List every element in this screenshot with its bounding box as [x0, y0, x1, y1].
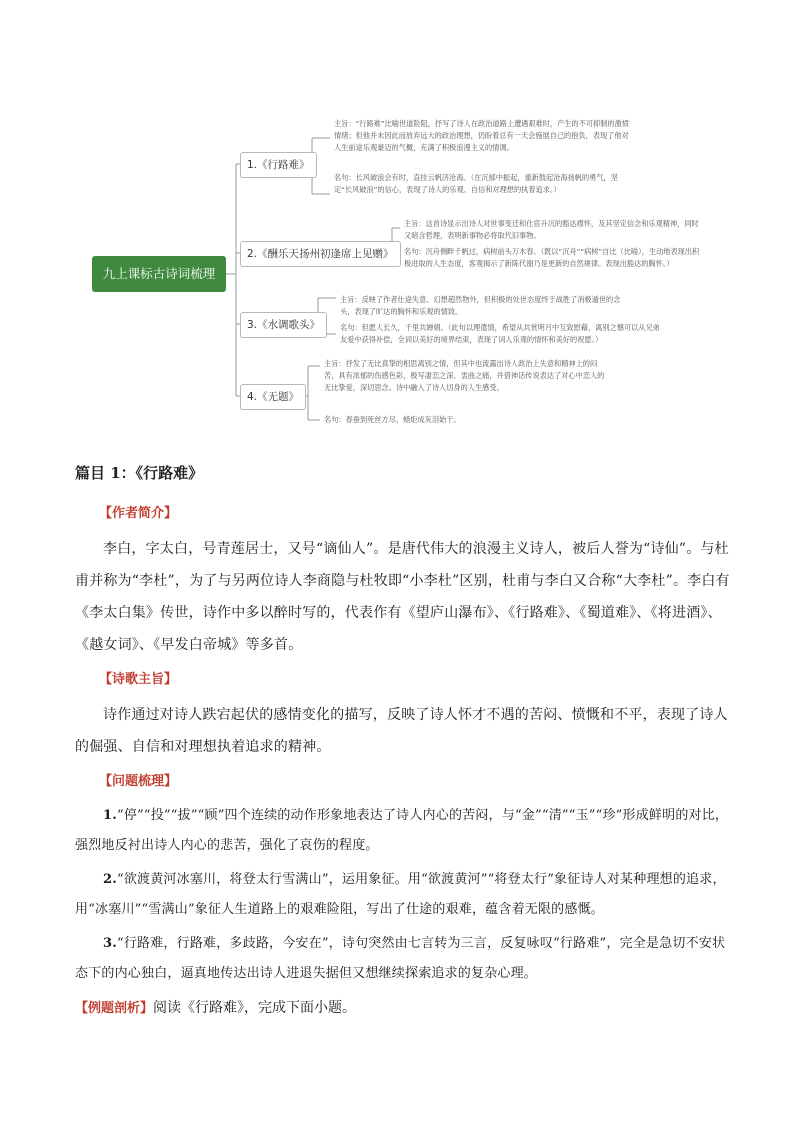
example-heading: 【例题剖析】 [75, 1001, 154, 1016]
mindmap-root: 九上课标古诗词梳理 [92, 256, 226, 292]
document-title: 篇目 1：《行路难》 [75, 464, 204, 482]
branch-2-quote: 名句：沉舟侧畔千帆过，病树前头万木春。（既以“沉舟”“病树”自比（比喻），生动地表现出积极进取的人生态度，客观揭示了新陈代谢乃是更新的自然规律。表现出豁达的胸怀。） [404, 247, 700, 268]
mindmap [0, 0, 794, 440]
author-heading: 【作者简介】 [99, 506, 178, 521]
example-line [75, 993, 735, 1024]
branch-3-theme: 主旨：反映了作者仕途失意、幻想超然物外，但积极的处世态度终于战胜了消极遁世的念头，表现了旷达的胸怀和乐观的情致。 [340, 295, 621, 316]
theme-paragraph: 诗作通过对诗人跌宕起伏的感情变化的描写，反映了诗人怀才不遇的苦闷、愤慨和不平，表现了诗人的倔强、自信和对理想执着追求的精神。 [75, 707, 728, 755]
mindmap-branch-1: 1.《行路难》 [240, 152, 317, 178]
author-paragraph: 李白，字太白，号青莲居士，又号“谪仙人”。是唐代伟大的浪漫主义诗人，被后人誉为“诗仙”。与杜甫并称为“李杜”，为了与另两位诗人李商隐与杜牧即“小李杜”区别，杜甫与李白又合称“大李杜”。李白有《李太白集》传世，诗作中多以醉时写的，代表作有《望庐山瀑布》、《行路难》、《蜀道难》、《将进酒》、《越女词》、《早发白帝城》等多首。 [75, 541, 730, 653]
mindmap-branch-3: 3.《水调歌头》 [240, 312, 327, 338]
branch-2-theme: 主旨：这首诗显示出诗人对世事变迁和仕宦升沉的豁达襟怀，及其坚定信念和乐观精神，同时又暗含哲理，表明新事物必将取代旧事物。 [404, 219, 699, 240]
example-text: 阅读《行路难》，完成下面小题。 [153, 1000, 357, 1016]
qa-item-2: 2.“欲渡黄河冰塞川，将登太行雪满山”，运用象征。用“欲渡黄河”“将登太行”象征诗人对某种理想的追求，用“冰塞川”“雪满山”象征人生道路上的艰难险阻，写出了仕途的艰难，蕴含着无限的感慨。 [75, 872, 726, 917]
qa-item-3: 3.“行路难，行路难，多歧路，今安在”，诗句突然由七言转为三言，反复咏叹“行路难”，完全是急切不安状态下的内心独白，逼真地传达出诗人进退失据但又想继续探索追求的复杂心理。 [75, 936, 726, 981]
branch-1-quote: 名句：长风破浪会有时，直挂云帆济沧海。（在沉郁中振起，重新鼓起沧海扬帆的勇气，坚定“长风破浪”的信心，表现了诗人的乐观、自信和对理想的执着追求。） [334, 173, 618, 194]
branch-4-theme: 主旨：抒发了无比真挚的相思离别之情，但其中也流露出诗人政治上失意和精神上的闷苦，具有浓郁的伤感色彩，极写凄恋之深、衷曲之痛，并借神话传说表达了对心中恋人的无比挚爱，深切思念。诗中融入了诗人切身的人生感受。 [324, 359, 605, 392]
qa-item-1: 1.“停”“投”“拔”“顾”四个连续的动作形象地表达了诗人内心的苦闷，与“金”“清”“玉”“珍”形成鲜明的对比，强烈地反衬出诗人内心的悲苦，强化了哀伤的程度。 [75, 808, 729, 853]
document-body [75, 462, 735, 1024]
mindmap-branch-4: 4.《无题》 [240, 384, 306, 410]
branch-1-theme: 主旨：“行路难”比喻世道险阻，抒写了诗人在政治道路上遭遇艰难时，产生的不可抑制的激愤情绪；但他并未因此而放弃远大的政治理想，仍盼着总有一天会施展自己的抱负，表现了他对人生前途乐观豪迈的气概，充满了积极浪漫主义的情调。 [334, 119, 629, 152]
branch-3-quote: 名句：但愿人长久，千里共婵娟。（此句以理遣情，希望从共赏明月中互致慰藉，离别之憾可以从兄弟友爱中获得补偿，全词以美好的境界结束，表现了词人乐观的情怀和美好的祝愿。） [340, 323, 660, 344]
branch-4-quote: 名句：春蚕到死丝方尽，蜡炬成灰泪始干。 [324, 415, 461, 424]
theme-heading: 【诗歌主旨】 [99, 672, 178, 687]
mindmap-branch-2: 2.《酬乐天扬州初逢席上见赠》 [240, 241, 401, 267]
qa-heading: 【问题梳理】 [99, 774, 178, 789]
